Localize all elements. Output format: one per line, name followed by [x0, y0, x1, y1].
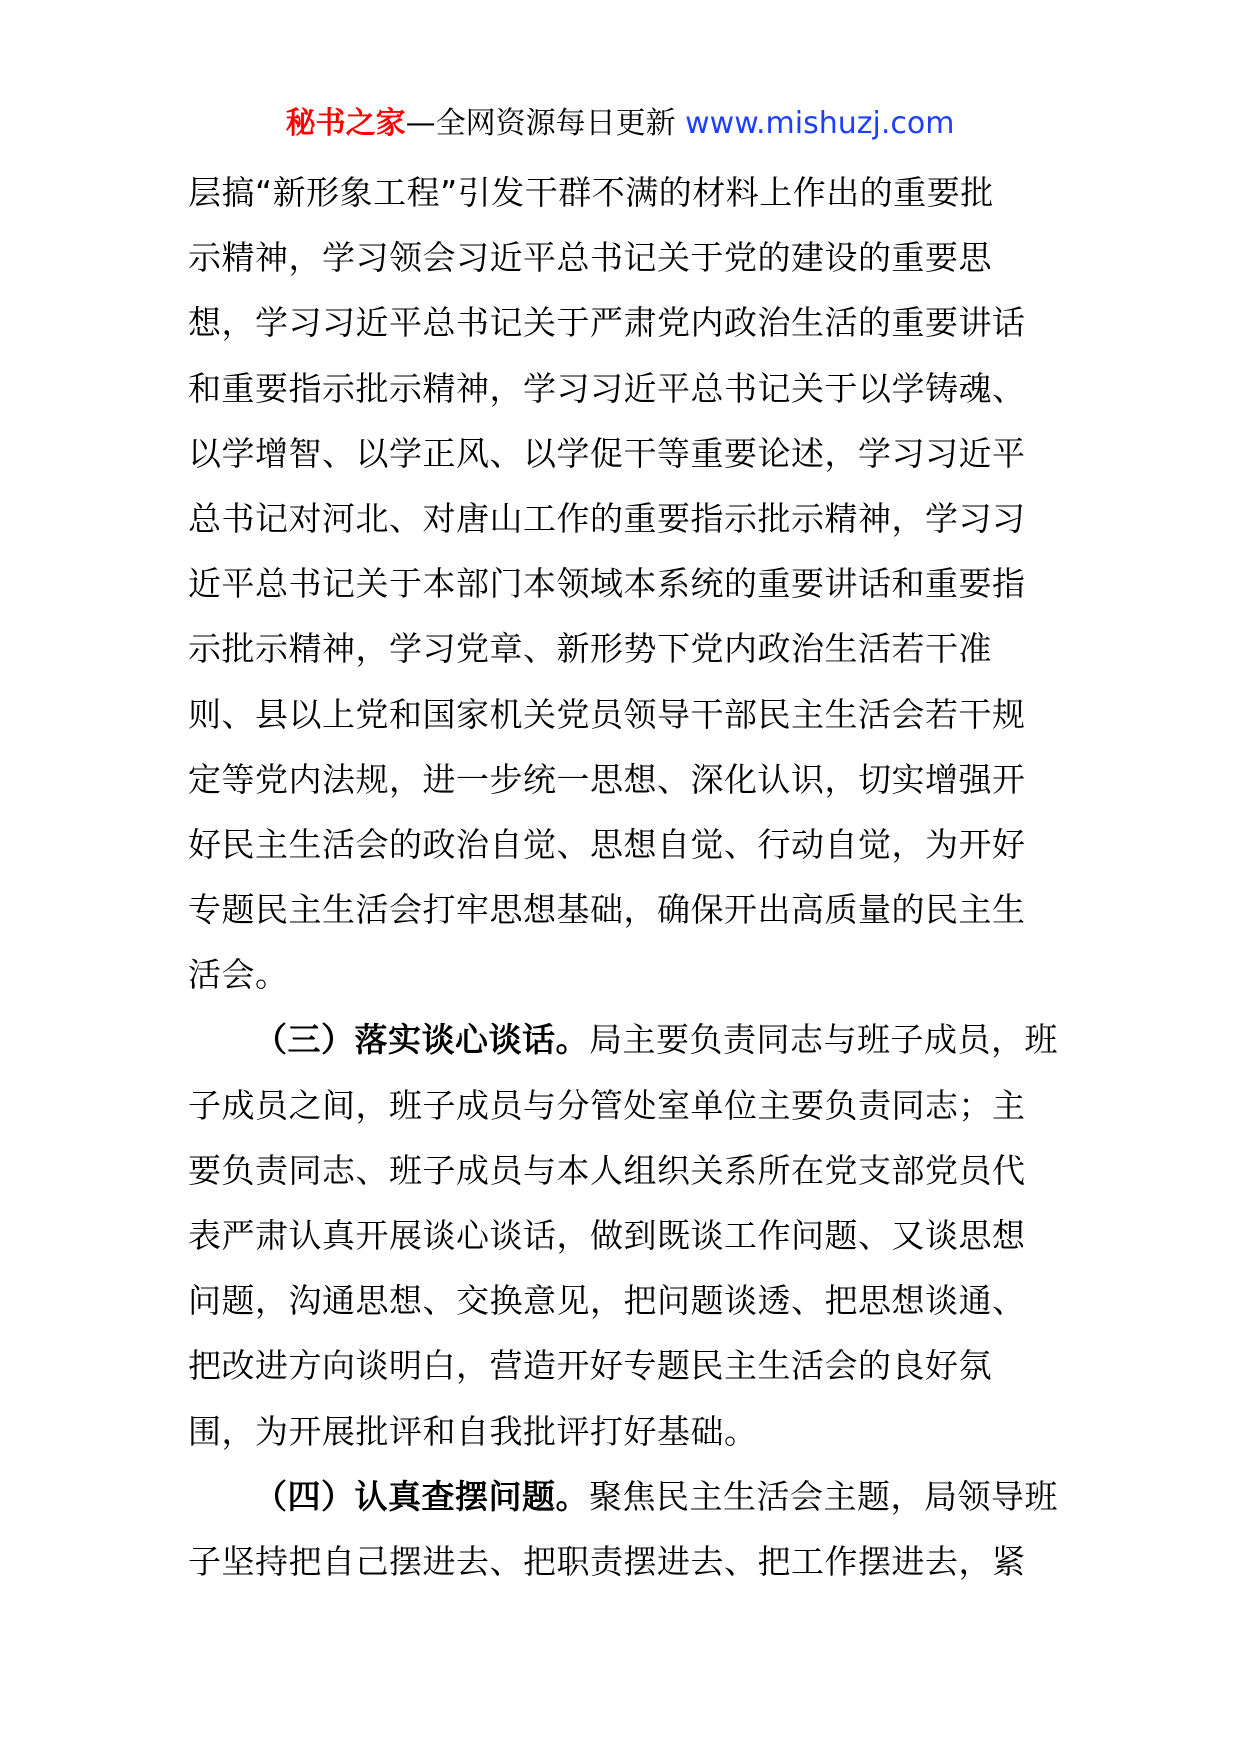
- text-line: 子坚持把自己摆进去、把职责摆进去、把工作摆进去，紧: [188, 1541, 1026, 1581]
- text-line: 好民主生活会的政治自觉、思想自觉、行动自觉，为开好: [188, 824, 1026, 864]
- text-line: 和重要指示批示精神，学习习近平总书记关于以学铸魂、: [188, 368, 1026, 408]
- section-heading-line: （三）落实谈心谈话。局主要负责同志与班子成员，班: [254, 1020, 1058, 1060]
- section-heading-line: （四）认真查摆问题。聚焦民主生活会主题，局领导班: [254, 1476, 1058, 1516]
- text-line: 层搞“新形象工程”引发干群不满的材料上作出的重要批: [188, 173, 994, 212]
- text-line: 表严肃认真开展谈心谈话，做到既谈工作问题、又谈思想: [188, 1216, 1026, 1255]
- header-site-link[interactable]: www.mishuzj.com: [685, 106, 955, 141]
- text-line: 问题，沟通思想、交换意见，把问题谈透、把思想谈通、: [188, 1281, 1026, 1321]
- text-line: 子成员之间，班子成员与分管处室单位主要负责同志；主: [188, 1085, 1026, 1125]
- text-line: 以学增智、以学正风、以学促干等重要论述，学习习近平: [188, 433, 1026, 473]
- watermark-header: [0, 104, 1240, 144]
- document-body: [188, 160, 1058, 1594]
- text-line: 活会。: [188, 955, 289, 995]
- text-line: 把改进方向谈明白，营造开好专题民主生活会的良好氛: [188, 1346, 992, 1386]
- section-heading: （四）认真查摆问题。: [254, 1476, 589, 1516]
- text-line: 想，学习习近平总书记关于严肃党内政治生活的重要讲话: [188, 303, 1026, 343]
- text-line: 围，为开展批评和自我批评打好基础。: [188, 1411, 758, 1451]
- text-line: 则、县以上党和国家机关党员领导干部民主生活会若干规: [188, 694, 1026, 734]
- section-heading: （三）落实谈心谈话。: [254, 1020, 589, 1060]
- header-tagline: —全网资源每日更新: [405, 106, 676, 141]
- text-line: 示批示精神，学习党章、新形势下党内政治生活若干准: [188, 629, 992, 669]
- header-brand: 秘书之家: [285, 106, 406, 141]
- text-line: 要负责同志、班子成员与本人组织关系所在党支部党员代: [188, 1150, 1026, 1190]
- text-line: 示精神，学习领会习近平总书记关于党的建设的重要思: [188, 238, 992, 278]
- text-line: 专题民主生活会打牢思想基础，确保开出高质量的民主生: [188, 890, 1026, 930]
- text-line: 近平总书记关于本部门本领域本系统的重要讲话和重要指: [188, 564, 1026, 604]
- text-line: 定等党内法规，进一步统一思想、深化认识，切实增强开: [188, 759, 1026, 799]
- text-line: 总书记对河北、对唐山工作的重要指示批示精神，学习习: [188, 498, 1026, 538]
